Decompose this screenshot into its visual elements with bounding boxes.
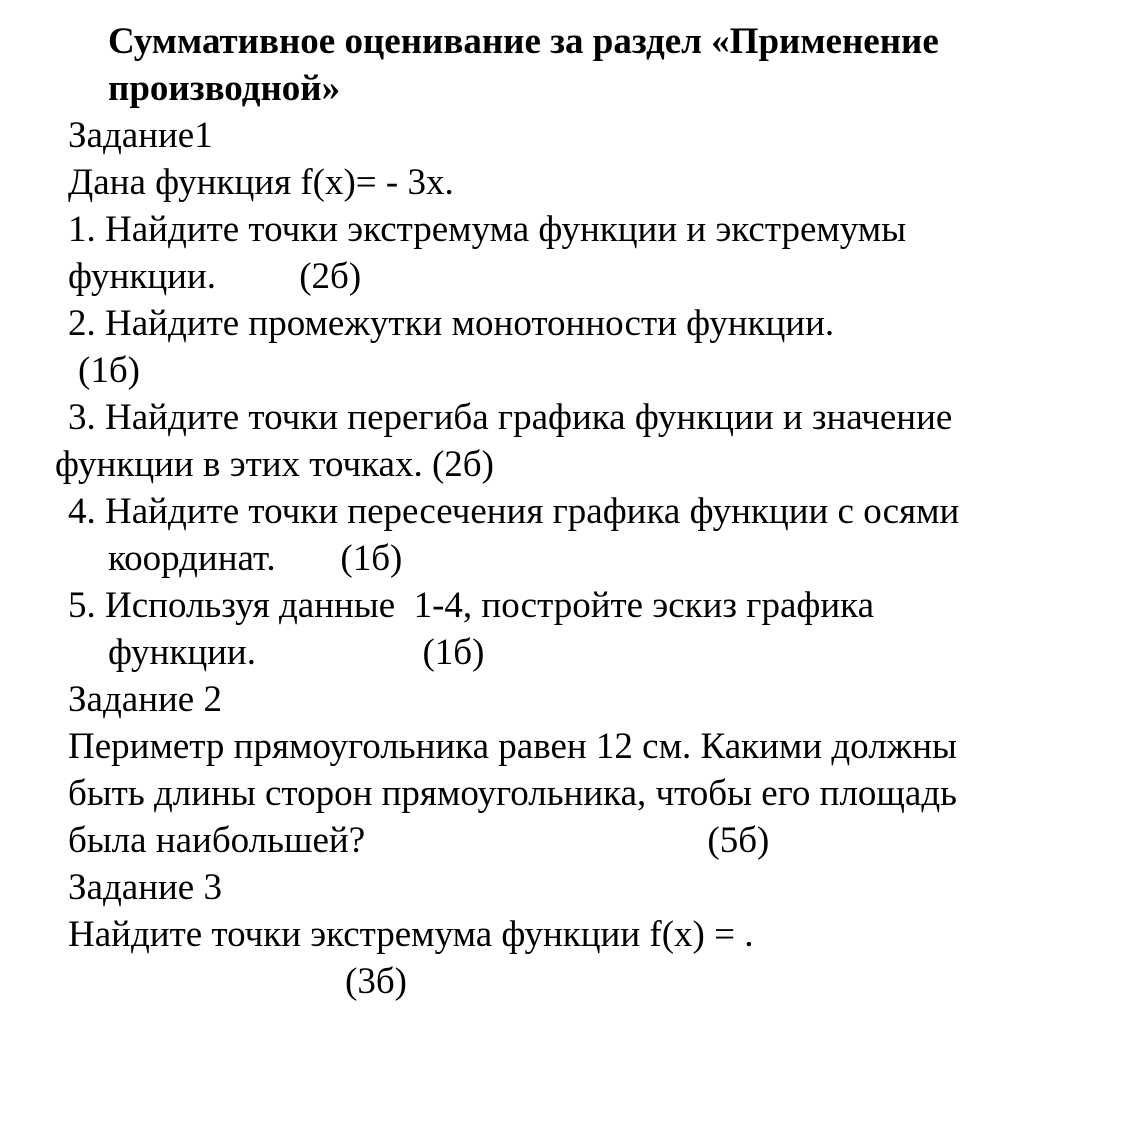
task1-item-1: 1. Найдите точки экстремума функции и экстремумы <box>68 209 907 250</box>
task1-heading: Задание1 <box>68 115 213 156</box>
task1-item-2: 2. Найдите промежутки монотонности функции. <box>68 303 835 344</box>
task1-item-4-cont: координат. (1б) <box>108 538 403 579</box>
task1-intro: Дана функция f(x)= - 3x. <box>68 162 454 203</box>
task1-item-3: 3. Найдите точки перегиба графика функции и значение <box>68 397 953 438</box>
task1-item-4: 4. Найдите точки пересечения графика функции с осями <box>68 491 960 532</box>
task3-points: (3б) <box>345 961 407 1002</box>
task2-heading: Задание 2 <box>68 679 222 720</box>
task3-heading: Задание 3 <box>68 867 222 908</box>
title-line-2: производной» <box>108 68 341 109</box>
task3-line-1: Найдите точки экстремума функции f(x) = . <box>68 914 754 955</box>
task2-line-3: была наибольшей? (5б) <box>68 820 770 861</box>
task1-item-5: 5. Используя данные 1-4, постройте эскиз графика <box>68 585 874 626</box>
task2-line-2: быть длины сторон прямоугольника, чтобы его площадь <box>68 773 958 814</box>
title-line-1: Суммативное оценивание за раздел «Применение <box>108 21 939 62</box>
task1-item-3-cont: функции в этих точках. (2б) <box>55 444 494 485</box>
task2-line-1: Периметр прямоугольника равен 12 см. Какими должны <box>68 726 957 767</box>
task1-item-1-cont: функции. (2б) <box>68 256 362 297</box>
task1-item-2-points: (1б) <box>78 350 140 391</box>
task1-item-5-cont: функции. (1б) <box>108 632 485 673</box>
